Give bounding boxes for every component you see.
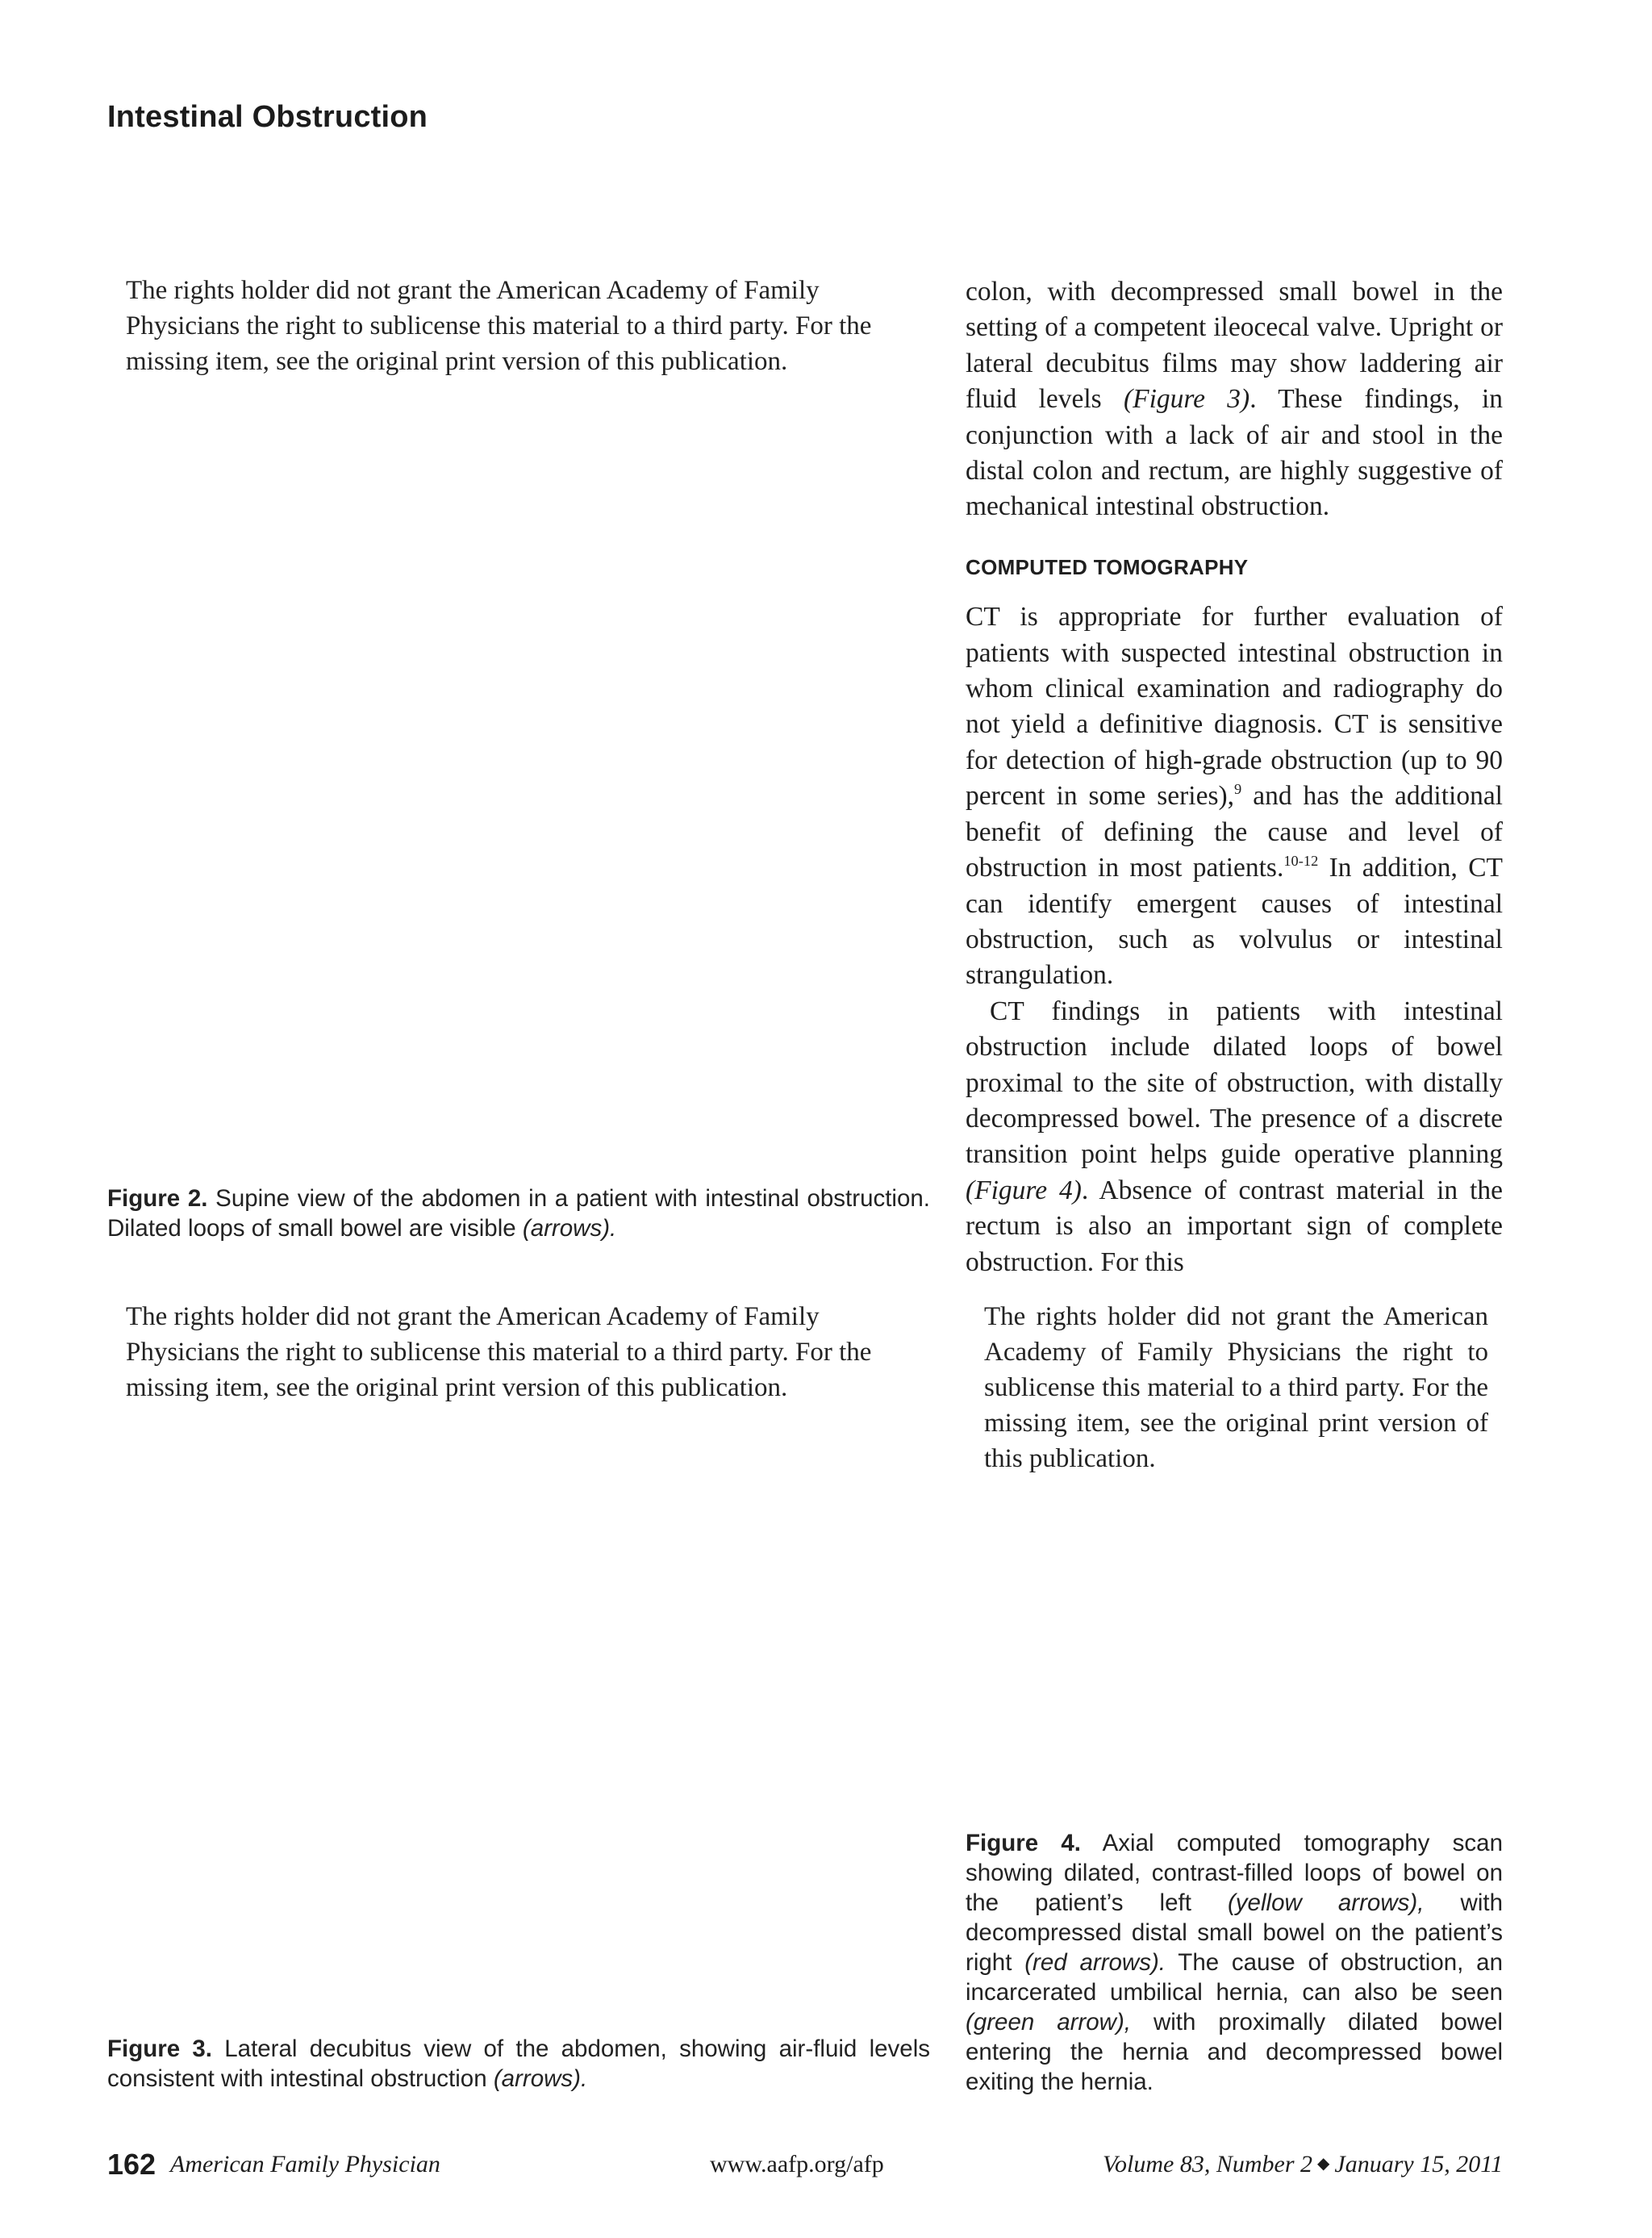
issue-info	[1103, 2151, 1503, 2178]
running-title: Intestinal Obstruction	[107, 100, 428, 134]
figure-4-caption-text: The cause of obstruction, an incarcerated umbilical hernia, can also be seen	[966, 1949, 1503, 2006]
figure-4-caption-text: with decompressed distal small bowel on the patient’s right	[966, 1889, 1503, 1976]
body-text: In addition, CT can identify emergent causes of intestinal obstruction, such as volvulus or intestinal strangulation.	[966, 853, 1503, 991]
figure-2-caption	[107, 1184, 930, 1243]
figure-4-caption-text: with proximally dilated bowel entering the hernia and decompressed bowel exiting the hernia.	[966, 2009, 1503, 2095]
figure-3-caption-emphasis: (arrows).	[493, 2065, 588, 2092]
figure-3-caption-text: Lateral decubitus view of the abdomen, showing air-fluid levels consistent with intestinal obstruction	[107, 2035, 930, 2092]
journal-url[interactable]: www.aafp.org/afp	[710, 2151, 884, 2177]
body-text-column	[966, 274, 1503, 1280]
figure-reference: (Figure 4)	[966, 1175, 1082, 1205]
page-footer	[107, 2148, 1503, 2185]
figure-2-caption-emphasis: (arrows).	[522, 1215, 617, 1242]
section-heading: COMPUTED TOMOGRAPHY	[966, 554, 1249, 579]
journal-name: American Family Physician	[170, 2151, 440, 2177]
body-text: CT findings in patients with intestinal obstruction include dilated loops of bowel proximal to the site of obstruction, with distally decompressed bowel. The presence of a discrete transition point helps guide operative planning	[966, 996, 1503, 1170]
figure-2-caption-text: Supine view of the abdomen in a patient with intestinal obstruction. Dilated loops of small bowel are visible	[107, 1185, 930, 1242]
issue-volume: Volume 83, Number 2	[1103, 2151, 1313, 2177]
body-text: CT is appropriate for further evaluation of patients with suspected intestinal obstruction in whom clinical examination and radiography do not yield a definitive diagnosis. CT is sensitive for detection of high-grade obstruction (up to 90 percent in some series),	[966, 602, 1503, 812]
figure-3-rights-notice: The rights holder did not grant the American Academy of Family Physicians the right to sublicense this material to a third party. For the missing item, see the original print version of this publication.	[126, 1302, 872, 1402]
figure-3-label: Figure 3.	[107, 2035, 212, 2062]
figure-4-caption-text: Axial computed tomography scan showing dilated, contrast-filled loops of bowel on the patient’s left	[966, 1830, 1503, 1916]
figure-4-caption-emphasis: (green arrow),	[966, 2009, 1131, 2035]
citation-superscript: 10-12	[1283, 853, 1319, 870]
body-text: colon, with decompressed small bowel in the setting of a competent ileocecal valve. Upright or lateral decubitus films may show laddering air fluid levels	[966, 277, 1503, 415]
figure-4-caption	[966, 1828, 1503, 2097]
diamond-separator-icon: ◆	[1317, 2155, 1330, 2173]
figure-4-rights-notice: The rights holder did not grant the American Academy of Family Physicians the right to sublicense this material to a third party. For the missing item, see the original print version of this publication.	[984, 1302, 1488, 1473]
figure-4-caption-emphasis: (red arrows).	[1024, 1949, 1166, 1976]
body-paragraph-ct-intro	[966, 599, 1503, 993]
figure-3-caption	[107, 2034, 930, 2094]
figure-2-rights-notice: The rights holder did not grant the American Academy of Family Physicians the right to sublicense this material to a third party. For the missing item, see the original print version of this publication.	[126, 276, 872, 376]
body-paragraph-radiography	[966, 274, 1503, 525]
body-text: . These findings, in conjunction with a lack of air and stool in the distal colon and rectum, are highly suggestive of mechanical intestinal obstruction.	[966, 384, 1504, 522]
body-paragraph-ct-findings	[966, 994, 1503, 1280]
figure-4-caption-emphasis: (yellow arrows),	[1227, 1889, 1425, 1916]
body-text: . Absence of contrast material in the rectum is also an important sign of complete obstruction. For this	[966, 1175, 1503, 1277]
figure-4-label: Figure 4.	[966, 1830, 1081, 1856]
figure-2-label: Figure 2.	[107, 1185, 208, 1212]
body-text: and has the additional benefit of defining the cause and level of obstruction in most patients.	[966, 781, 1503, 883]
citation-superscript: 9	[1234, 781, 1242, 798]
figure-reference: (Figure 3)	[1123, 384, 1250, 415]
page-number: 162	[107, 2148, 156, 2181]
issue-date: January 15, 2011	[1334, 2151, 1503, 2177]
